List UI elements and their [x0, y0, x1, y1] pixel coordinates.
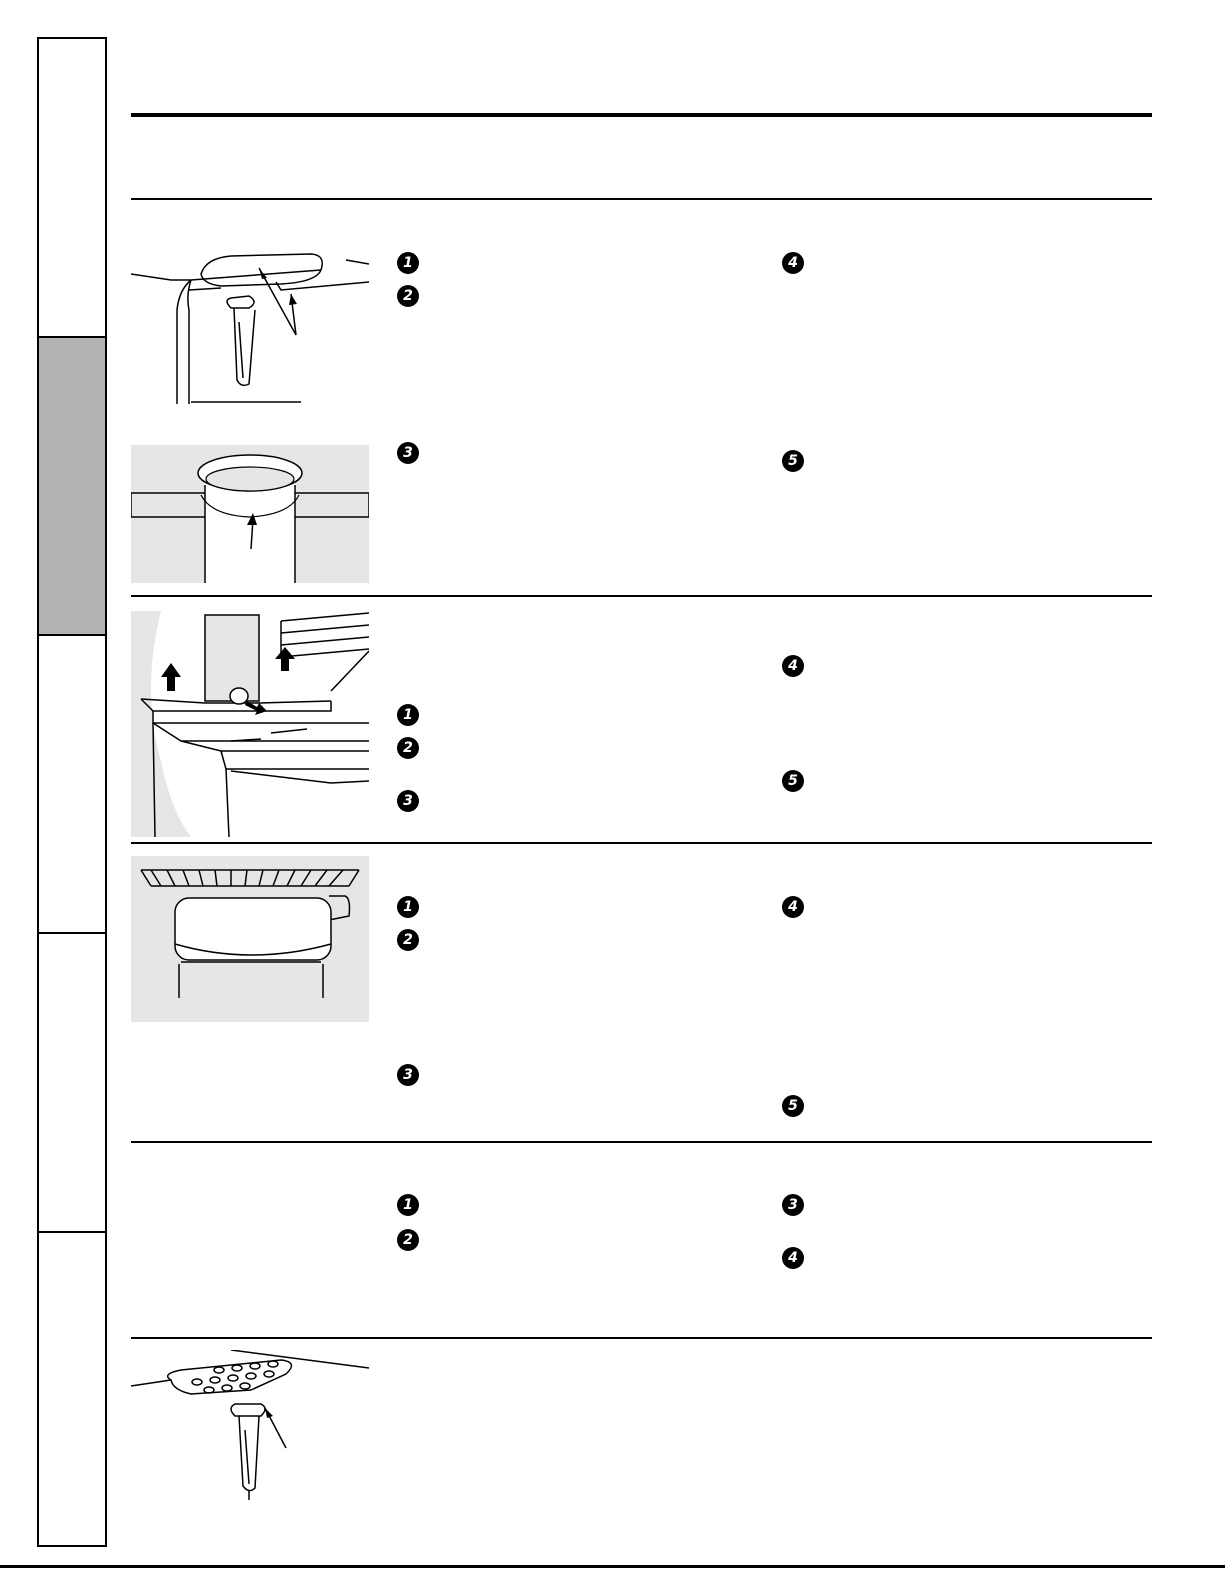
- step-badge: 3: [397, 1064, 419, 1086]
- step-badge: 1: [397, 896, 419, 918]
- refrigerator-light-cover-illustration: [131, 856, 369, 1022]
- side-tab-2-active[interactable]: [39, 338, 105, 636]
- step-badge: 2: [397, 1229, 419, 1251]
- step-badge: 3: [397, 442, 419, 464]
- freezer-shelf-light-illustration: [131, 611, 369, 837]
- dispenser-light-cover-illustration: [131, 250, 369, 406]
- header-rule: [131, 113, 1152, 117]
- section-rule: [131, 842, 1152, 844]
- side-tab-4[interactable]: [39, 934, 105, 1232]
- step-badge: 4: [782, 252, 804, 274]
- dispenser-cup-illustration: [131, 445, 369, 583]
- step-badge: 4: [782, 1247, 804, 1269]
- step-badge: 5: [782, 770, 804, 792]
- side-tab-column: [37, 37, 107, 1547]
- section-rule: [131, 1337, 1152, 1339]
- step-badge: 1: [397, 1194, 419, 1216]
- step-badge: 5: [782, 450, 804, 472]
- step-badge: 4: [782, 655, 804, 677]
- water-dispenser-grille-illustration: [131, 1350, 369, 1500]
- section-rule: [131, 1141, 1152, 1143]
- section-rule: [131, 595, 1152, 597]
- step-badge: 2: [397, 929, 419, 951]
- step-badge: 2: [397, 285, 419, 307]
- side-tab-5[interactable]: [39, 1233, 105, 1547]
- step-badge: 4: [782, 896, 804, 918]
- step-badge: 2: [397, 737, 419, 759]
- side-tab-3[interactable]: [39, 636, 105, 934]
- step-badge: 3: [782, 1194, 804, 1216]
- step-badge: 3: [397, 790, 419, 812]
- step-badge: 5: [782, 1095, 804, 1117]
- side-tab-1[interactable]: [39, 39, 105, 336]
- section-rule: [131, 198, 1152, 200]
- step-badge: 1: [397, 704, 419, 726]
- step-badge: 1: [397, 252, 419, 274]
- footer-rule: [0, 1565, 1225, 1568]
